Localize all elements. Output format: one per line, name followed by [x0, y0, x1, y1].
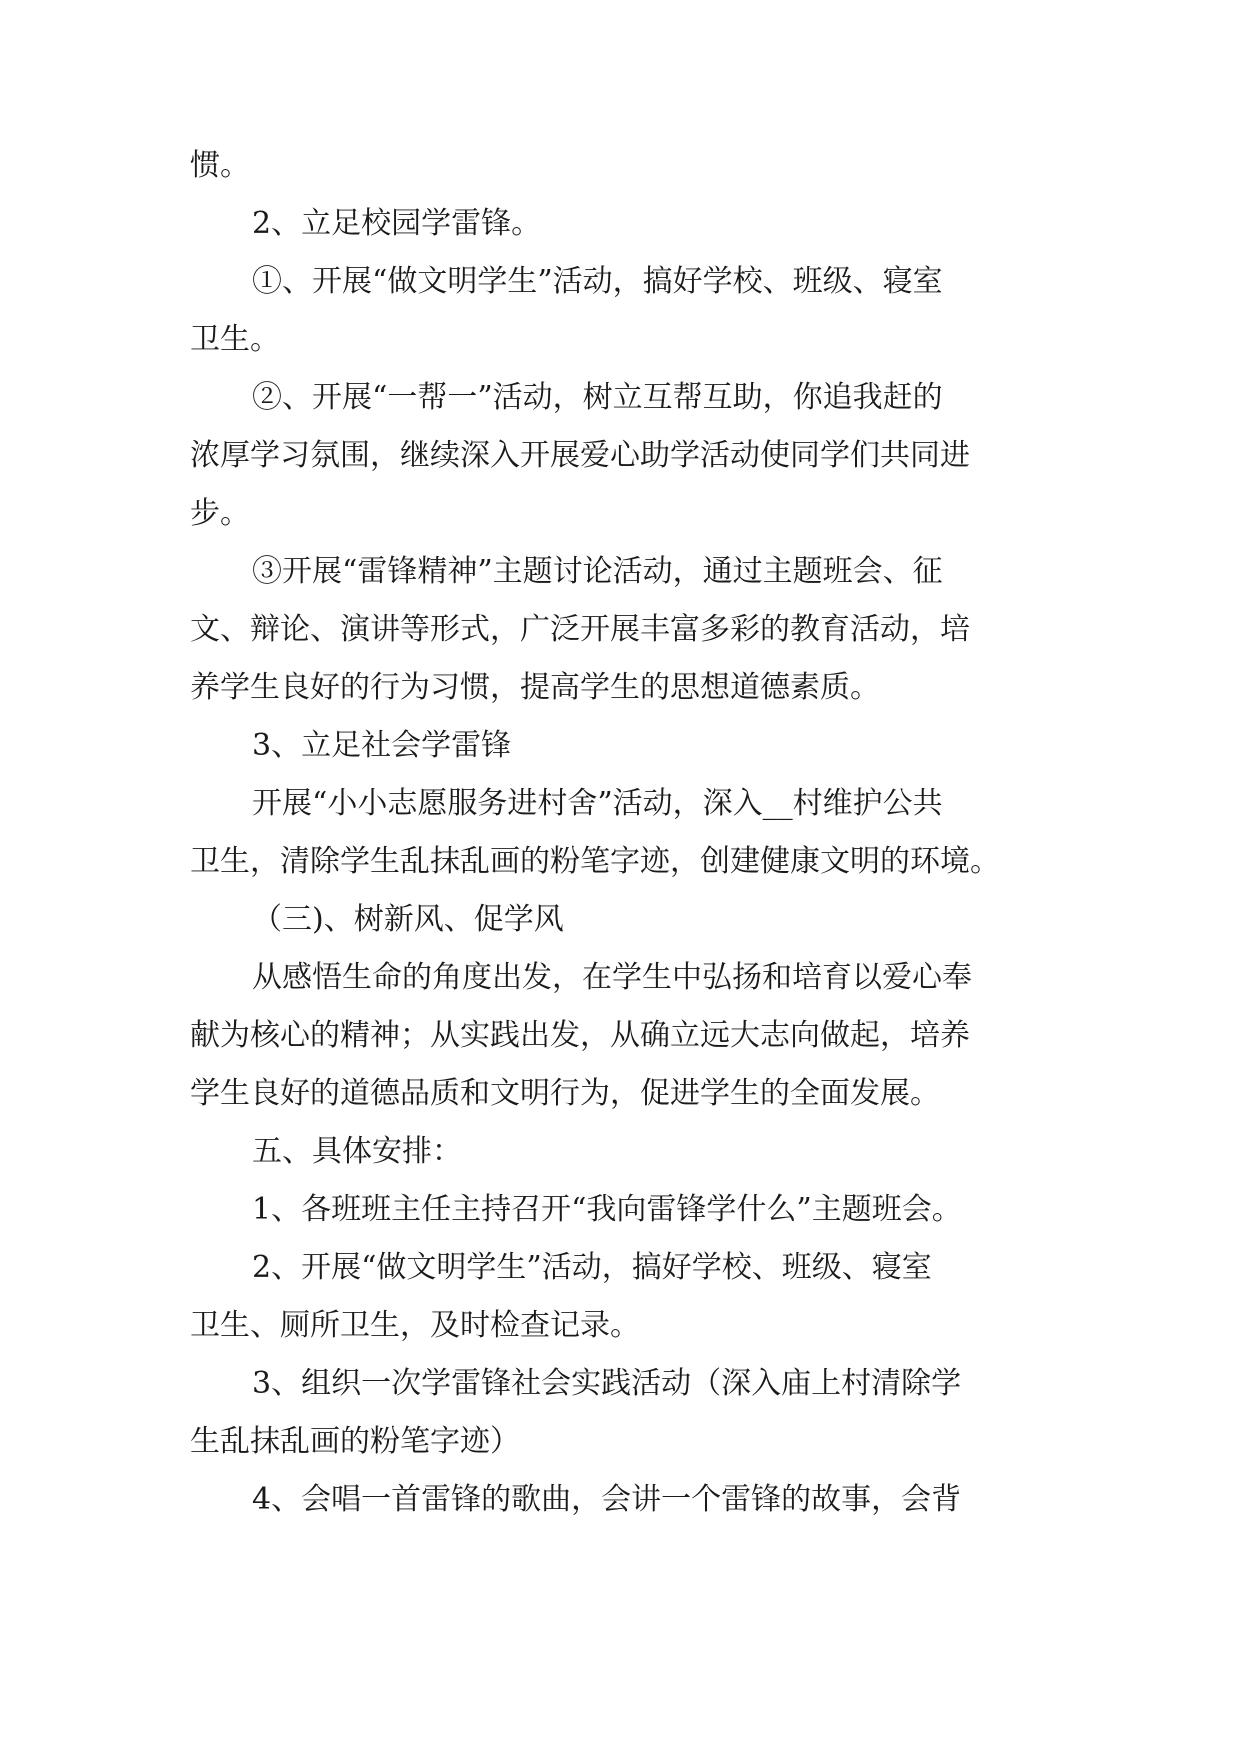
section-heading: 五、具体安排： [252, 1134, 462, 1169]
text-line: 3、组织一次学雷锋社会实践活动（深入庙上村清除学 [252, 1366, 962, 1401]
section-heading: （三)、树新风、促学风 [252, 902, 564, 937]
text-line: 开展“小小志愿服务进村舍”活动，深入__村维护公共 [252, 786, 943, 821]
text-line: 文、辩论、演讲等形式，广泛开展丰富多彩的教育活动，培 [190, 612, 970, 647]
text-line: ③开展“雷锋精神”主题讨论活动，通过主题班会、征 [252, 554, 943, 589]
text-line: 卫生、厕所卫生，及时检查记录。 [190, 1308, 640, 1343]
text-line: ②、开展“一帮一”活动，树立互帮互助，你追我赶的 [252, 380, 943, 415]
text-line: 卫生。 [190, 322, 280, 357]
text-line: 浓厚学习氛围，继续深入开展爱心助学活动使同学们共同进 [190, 438, 970, 473]
text-line: 2、开展“做文明学生”活动，搞好学校、班级、寝室 [252, 1250, 932, 1285]
text-line: 1、各班班主任主持召开“我向雷锋学什么”主题班会。 [252, 1192, 962, 1227]
text-line: 从感悟生命的角度出发，在学生中弘扬和培育以爱心奉 [252, 960, 972, 995]
text-line: 惯。 [190, 148, 250, 183]
text-line: ①、开展“做文明学生”活动，搞好学校、班级、寝室 [252, 264, 943, 299]
text-line: 2、立足校园学雷锋。 [252, 206, 542, 241]
text-line: 献为核心的精神；从实践出发，从确立远大志向做起，培养 [190, 1018, 970, 1053]
text-line: 步。 [190, 496, 250, 531]
text-line: 养学生良好的行为习惯，提高学生的思想道德素质。 [190, 670, 880, 705]
text-line: 4、会唱一首雷锋的歌曲，会讲一个雷锋的故事，会背 [252, 1482, 962, 1517]
text-line: 学生良好的道德品质和文明行为，促进学生的全面发展。 [190, 1076, 940, 1111]
text-line: 3、立足社会学雷锋 [252, 728, 512, 763]
text-line: 生乱抹乱画的粉笔字迹） [190, 1424, 520, 1459]
text-line: 卫生，清除学生乱抹乱画的粉笔字迹，创建健康文明的环境。 [190, 844, 1000, 879]
